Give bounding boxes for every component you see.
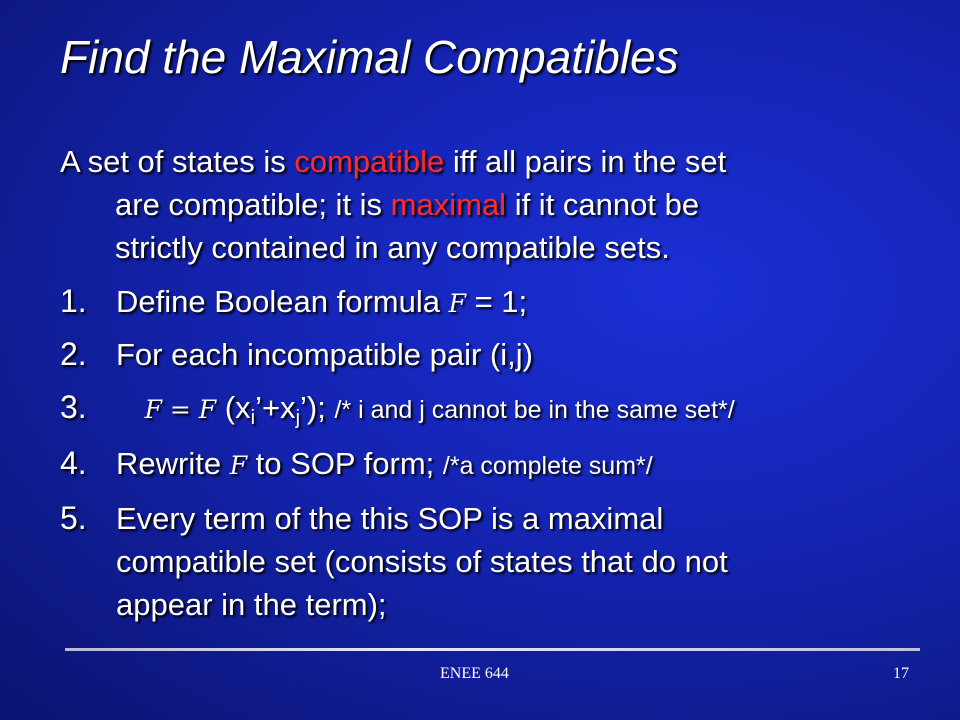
step-1 xyxy=(60,280,527,325)
step-text: Rewrite xyxy=(116,446,230,481)
step-comment: /*a complete sum*/ xyxy=(442,452,653,480)
step-text: For each incompatible pair (i,j) xyxy=(116,337,533,372)
subscript-j: j xyxy=(295,407,301,429)
intro-line-3: strictly contained in any compatible sets. xyxy=(115,230,670,265)
formula-symbol: F xyxy=(229,451,248,480)
step-5 xyxy=(60,497,663,540)
intro-text: are compatible; it is xyxy=(115,187,391,222)
intro-text: iff all pairs in the set xyxy=(444,144,727,179)
step-5-line-2: compatible set (consists of states that do not xyxy=(116,544,728,579)
step-text: (x xyxy=(216,390,251,425)
intro-paragraph xyxy=(60,140,900,269)
formula-assignment: F = F xyxy=(144,395,217,424)
step-text: ’); xyxy=(300,390,335,425)
step-number: 3. xyxy=(60,389,87,425)
step-4 xyxy=(60,442,653,488)
footer-course-label: ENEE 644 xyxy=(440,665,509,682)
step-text: to SOP form; xyxy=(247,446,443,481)
step-text: ’+x xyxy=(255,390,296,425)
step-number: 1. xyxy=(60,283,87,319)
step-number: 4. xyxy=(60,445,87,481)
step-number: 5. xyxy=(60,500,87,536)
intro-text: A set of states is xyxy=(60,144,295,179)
step-text: Every term of the this SOP is a maximal xyxy=(116,501,664,536)
step-comment: /* i and j cannot be in the same set*/ xyxy=(334,396,735,424)
step-3 xyxy=(60,386,735,440)
intro-line-2 xyxy=(60,183,900,226)
step-number: 2. xyxy=(60,336,87,372)
slide-title: Find the Maximal Compatibles xyxy=(60,31,679,83)
term-compatible: compatible xyxy=(294,144,445,179)
subscript-i: i xyxy=(250,407,256,429)
intro-text: if it cannot be xyxy=(506,187,700,222)
step-5-line-3: appear in the term); xyxy=(116,587,387,622)
page-number: 17 xyxy=(893,665,909,682)
step-text: = 1; xyxy=(465,284,528,319)
footer-divider xyxy=(65,648,920,651)
step-text: Define Boolean formula xyxy=(116,284,449,319)
step-2 xyxy=(60,333,533,376)
term-maximal: maximal xyxy=(390,187,507,222)
formula-symbol: F xyxy=(448,289,466,318)
